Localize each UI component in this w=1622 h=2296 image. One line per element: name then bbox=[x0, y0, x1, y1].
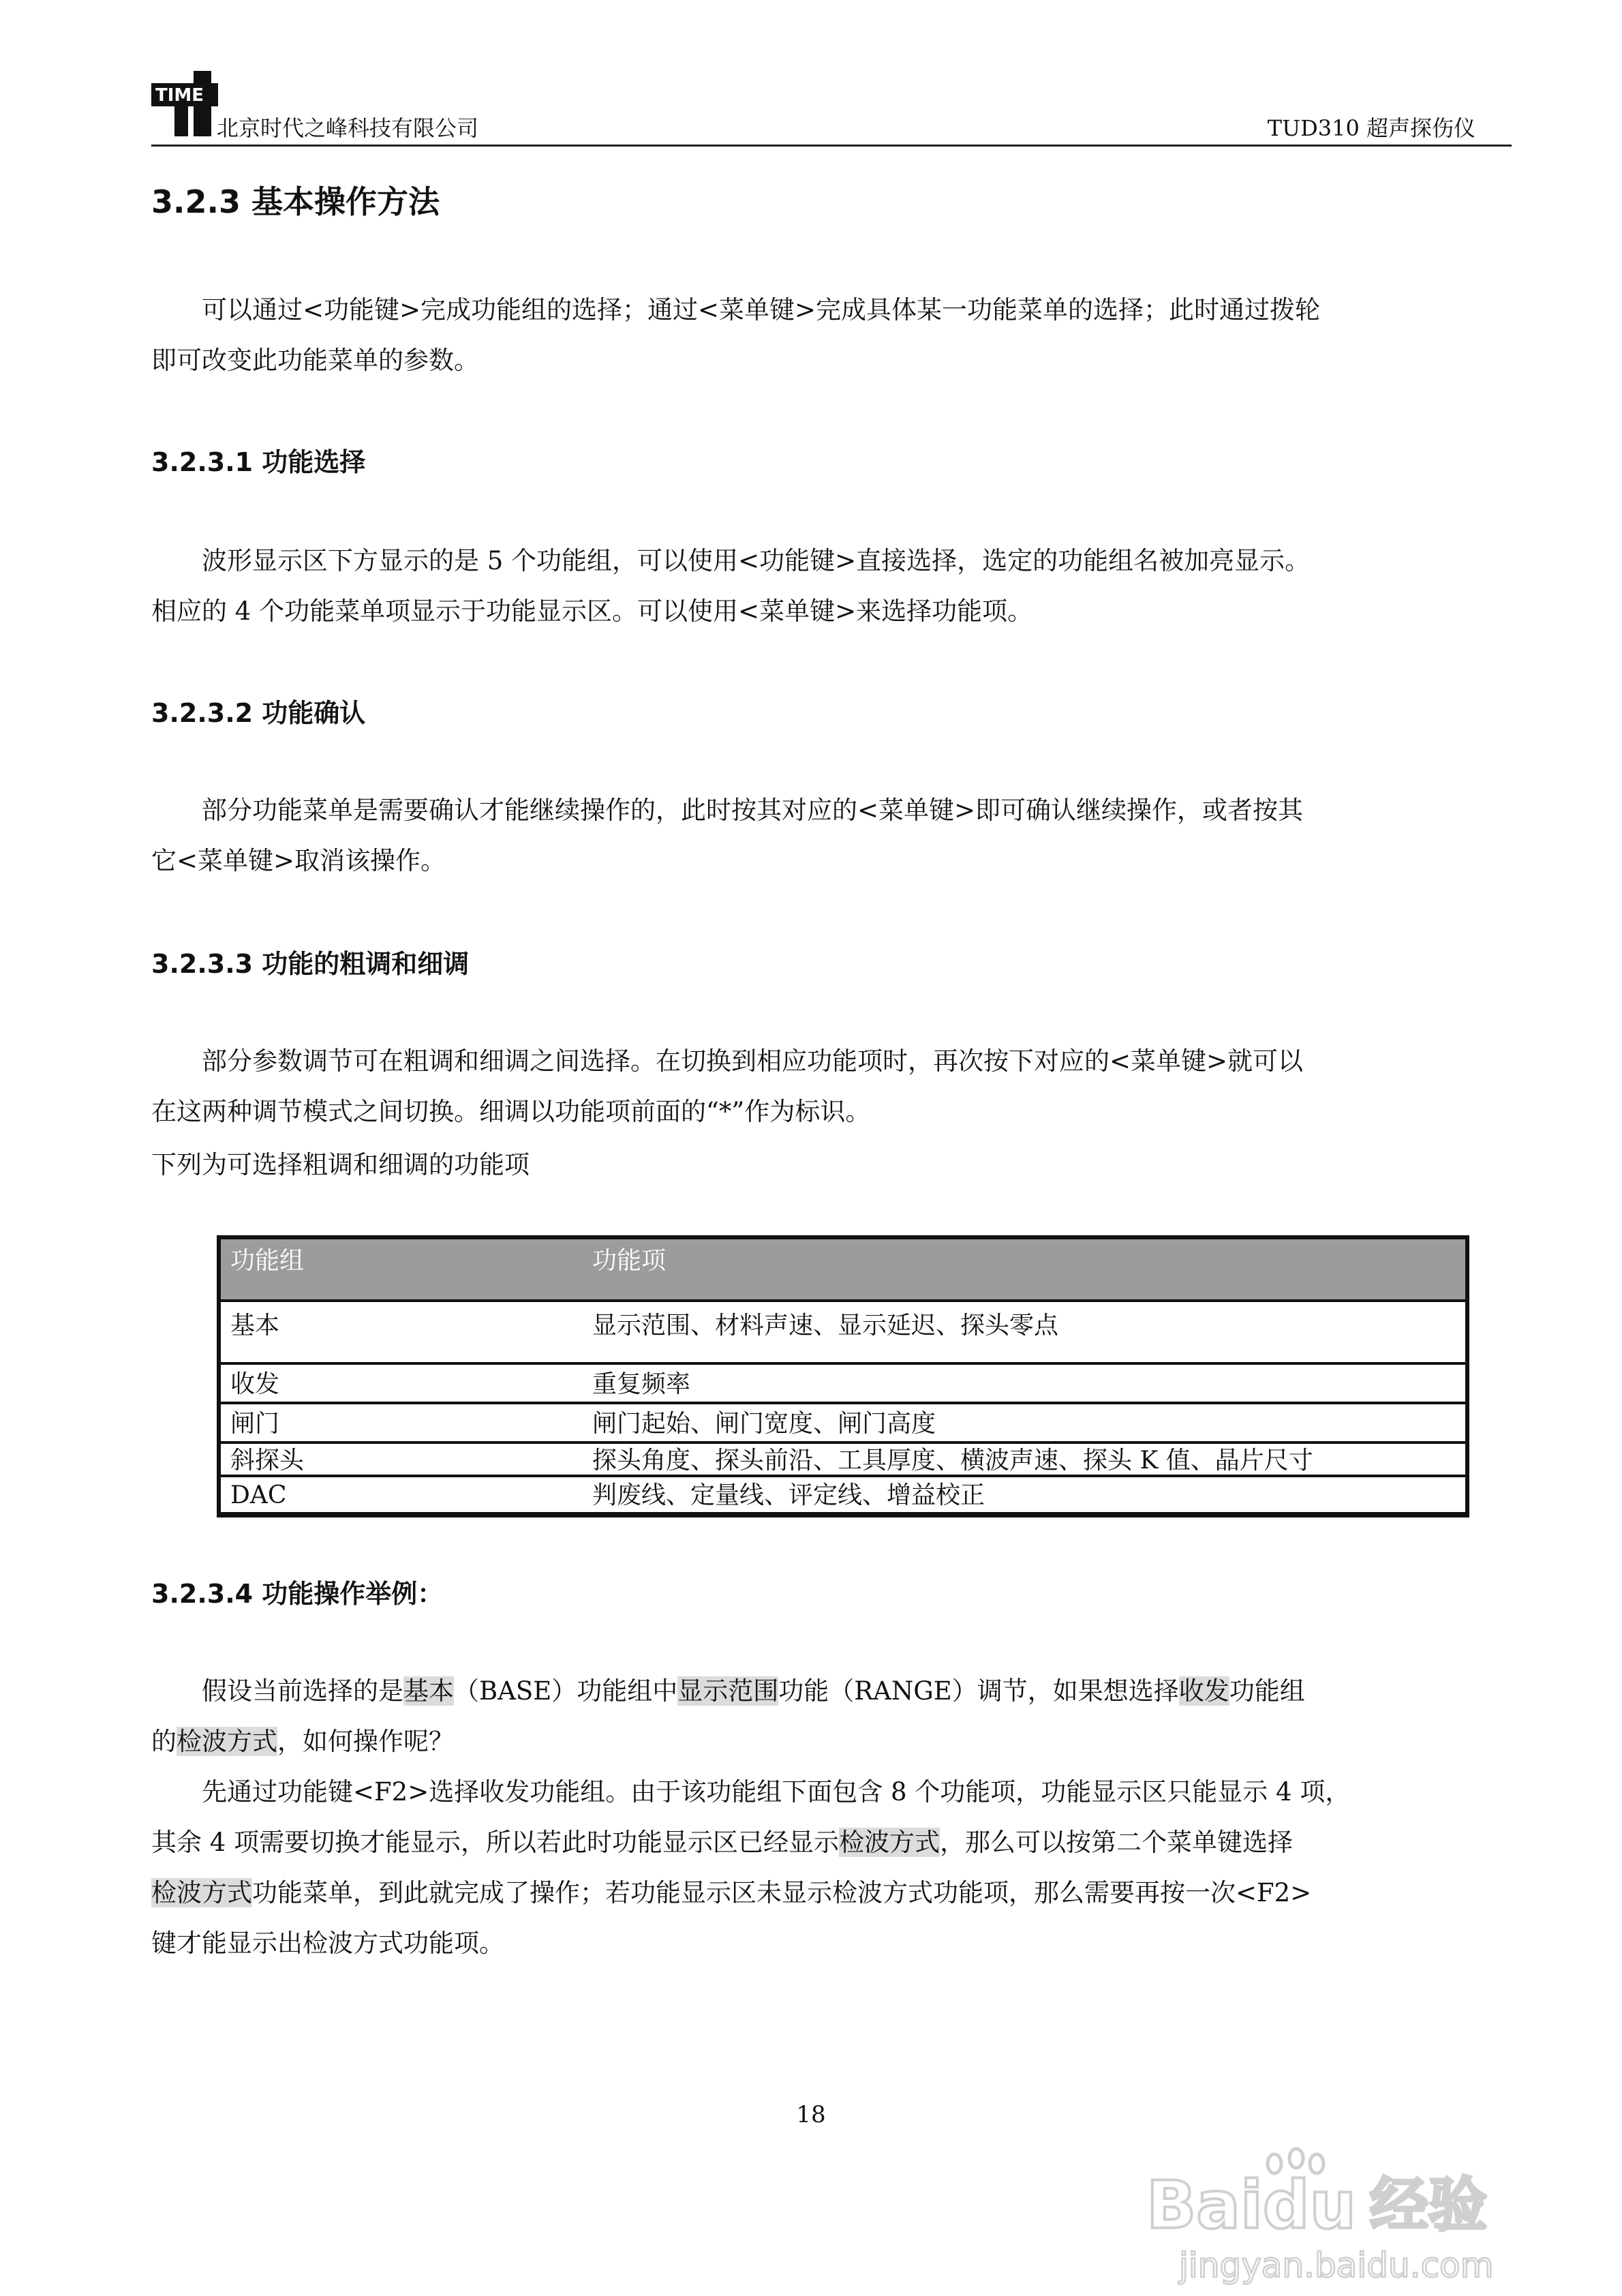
table-row bbox=[221, 1477, 1465, 1512]
table-cell-group: 基本 bbox=[230, 1312, 280, 1340]
table-header-group: 功能组 bbox=[230, 1247, 305, 1275]
sub3-line-2: 在这两种调节模式之间切换。细调以功能项前面的“*”作为标识。 bbox=[151, 1097, 871, 1126]
table-header-row bbox=[221, 1239, 1465, 1299]
sub4-p2-line-2 bbox=[151, 1817, 1350, 1868]
text-run: ，如何操作呢？ bbox=[277, 1727, 454, 1756]
table-row bbox=[221, 1404, 1465, 1441]
watermark-suffix: 经验 bbox=[1370, 2171, 1487, 2239]
watermark-url: jingyan.baidu.com bbox=[1179, 2246, 1494, 2285]
sub2-line-1: 部分功能菜单是需要确认才能继续操作的，此时按其对应的<菜单键>即可确认继续操作，或者按其 bbox=[202, 796, 1304, 825]
table-cell-items: 判废线、定量线、评定线、增益校正 bbox=[592, 1481, 985, 1509]
sub4-title: 3.2.3.4 功能操作举例： bbox=[151, 1579, 444, 1609]
sub1-title: 3.2.3.1 功能选择 bbox=[151, 447, 366, 477]
text-run: （BASE）功能组中 bbox=[454, 1676, 678, 1706]
sub1-line-2: 相应的 4 个功能菜单项显示于功能显示区。可以使用<菜单键>来选择功能项。 bbox=[151, 596, 1033, 626]
text-run: 功能组 bbox=[1229, 1676, 1305, 1706]
sub4-p1-line-1 bbox=[151, 1666, 1350, 1717]
sub3-line-3: 下列为可选择粗调和细调的功能项 bbox=[151, 1150, 530, 1179]
sub2-title: 3.2.3.2 功能确认 bbox=[151, 698, 366, 728]
sub3-body bbox=[151, 1036, 1303, 1137]
sub4-p2-line-1: 先通过功能键<F2>选择收发功能组。由于该功能组下面包含 8 个功能项，功能显示区只能显示 4 项， bbox=[202, 1777, 1351, 1807]
table-header-items: 功能项 bbox=[592, 1247, 667, 1275]
sub3-note bbox=[151, 1140, 530, 1190]
baidu-watermark bbox=[1138, 2141, 1520, 2291]
section-intro bbox=[151, 285, 1320, 386]
text-run: 其余 4 项需要切换才能显示，所以若此时功能显示区已经显示 bbox=[151, 1828, 840, 1857]
sub2-body bbox=[151, 785, 1303, 886]
page-number: 18 bbox=[796, 2101, 826, 2128]
table-row bbox=[221, 1302, 1465, 1362]
table-row bbox=[221, 1444, 1465, 1475]
text-run: 假设当前选择的是 bbox=[202, 1676, 403, 1706]
text-run: 的 bbox=[151, 1727, 177, 1756]
sub3-title: 3.2.3.3 功能的粗调和细调 bbox=[151, 949, 470, 979]
highlight-detect-mode: 检波方式 bbox=[151, 1878, 252, 1907]
intro-line-2: 即可改变此功能菜单的参数。 bbox=[151, 346, 479, 375]
text-run: ，那么可以按第二个菜单键选择 bbox=[940, 1828, 1294, 1857]
logo-text: TIME bbox=[155, 85, 204, 106]
product-name: TUD310 超声探伤仪 bbox=[1267, 115, 1475, 141]
section-title: 3.2.3 基本操作方法 bbox=[151, 183, 440, 220]
watermark-brand: Baidu bbox=[1146, 2167, 1356, 2244]
table-cell-items: 显示范围、材料声速、显示延迟、探头零点 bbox=[592, 1312, 1059, 1340]
company-logo bbox=[151, 71, 218, 136]
sub2-line-2: 它<菜单键>取消该操作。 bbox=[151, 846, 446, 875]
highlight-detect-mode: 检波方式 bbox=[177, 1727, 277, 1756]
table-cell-group: 收发 bbox=[230, 1370, 280, 1398]
sub4-p2-line-4: 键才能显示出检波方式功能项。 bbox=[151, 1929, 504, 1958]
table-cell-group: 斜探头 bbox=[230, 1447, 305, 1475]
function-table bbox=[217, 1235, 1469, 1517]
sub1-body bbox=[151, 536, 1310, 637]
highlight-txrx: 收发 bbox=[1178, 1676, 1229, 1706]
table-cell-items: 重复频率 bbox=[592, 1370, 691, 1398]
table-cell-items: 探头角度、探头前沿、工具厚度、横波声速、探头 K 值、晶片尺寸 bbox=[592, 1447, 1313, 1475]
intro-line-1: 可以通过<功能键>完成功能组的选择；通过<菜单键>完成具体某一功能菜单的选择；此时通过拨轮 bbox=[202, 295, 1321, 324]
highlight-base: 基本 bbox=[403, 1676, 454, 1706]
sub4-p2-line-3 bbox=[151, 1868, 1350, 1918]
highlight-range: 显示范围 bbox=[677, 1676, 779, 1706]
header-rule bbox=[151, 145, 1512, 147]
sub3-line-1: 部分参数调节可在粗调和细调之间选择。在切换到相应功能项时，再次按下对应的<菜单键>就可以 bbox=[202, 1046, 1304, 1076]
text-run: 功能菜单，到此就完成了操作；若功能显示区未显示检波方式功能项，那么需要再按一次<F2> bbox=[252, 1878, 1312, 1907]
table-cell-group: DAC bbox=[230, 1481, 287, 1509]
sub1-line-1: 波形显示区下方显示的是 5 个功能组，可以使用<功能键>直接选择，选定的功能组名被加亮显示。 bbox=[202, 546, 1311, 575]
highlight-detect-mode: 检波方式 bbox=[839, 1828, 940, 1857]
text-run: 功能（RANGE）调节，如果想选择 bbox=[778, 1676, 1179, 1706]
paw-toe-icon bbox=[1289, 2149, 1303, 2168]
sub4-p1-line-2 bbox=[151, 1717, 1350, 1767]
table-cell-items: 闸门起始、闸门宽度、闸门高度 bbox=[592, 1410, 936, 1438]
table-cell-group: 闸门 bbox=[230, 1410, 280, 1438]
company-name: 北京时代之峰科技有限公司 bbox=[217, 115, 479, 141]
table-row bbox=[221, 1365, 1465, 1402]
sub4-body bbox=[151, 1666, 1350, 1969]
